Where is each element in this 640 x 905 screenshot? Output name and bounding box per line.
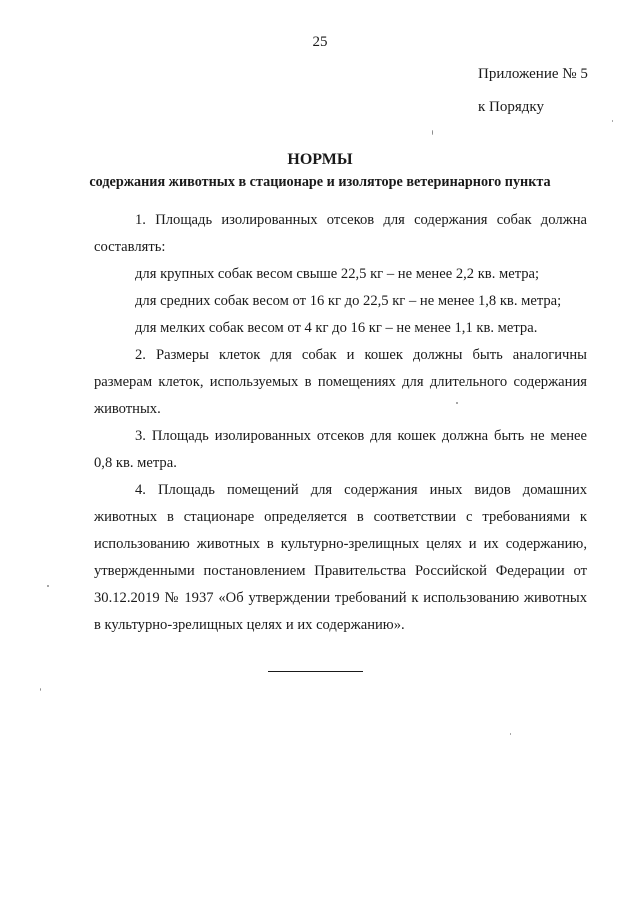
scan-speck	[40, 688, 41, 691]
document-subtitle: содержания животных в стационаре и изоляторе ветеринарного пункта	[89, 174, 551, 190]
requirement-small-dogs: для мелких собак весом от 4 кг до 16 кг – не менее 1,1 кв. метра.	[135, 320, 538, 336]
appendix-number: Приложение № 5	[478, 66, 588, 82]
appendix-reference: к Порядку	[478, 99, 544, 115]
scan-speck	[47, 585, 49, 587]
document-title: НОРМЫ	[287, 151, 353, 168]
requirement-medium-dogs: для средних собак весом от 16 кг до 22,5 кг – не менее 1,8 кв. метра;	[135, 293, 562, 309]
page-number: 25	[312, 34, 328, 50]
paragraph-1-continuation: составлять:	[94, 239, 166, 255]
scan-speck	[612, 120, 613, 122]
paragraph-1-intro: 1. Площадь изолированных отсеков для содержания собак должна	[135, 212, 587, 228]
closing-rule	[268, 671, 363, 672]
paragraph-4: 4. Площадь помещений для содержания иных видов домашних животных в стационаре определяется в соответствии с требованиями к использованию животных в культурно-зрелищных целях и их содержанию, утвержденными постановлением Правительства Российской Федерации от 30.12.2019 № 1937 «Об утверждении требований к использованию животных в культурно-зрелищных целях и их содержанию».	[94, 482, 587, 633]
document-body	[94, 207, 587, 639]
scan-speck	[432, 130, 433, 135]
paragraph-3: 3. Площадь изолированных отсеков для кошек должна быть не менее 0,8 кв. метра.	[94, 428, 587, 471]
scan-speck	[510, 733, 511, 735]
paragraph-2: 2. Размеры клеток для собак и кошек должны быть аналогичны размерам клеток, используемых в помещениях для длительного содержания животных.	[94, 347, 587, 417]
requirement-large-dogs: для крупных собак весом свыше 22,5 кг – не менее 2,2 кв. метра;	[135, 266, 540, 282]
scan-speck	[456, 402, 458, 404]
